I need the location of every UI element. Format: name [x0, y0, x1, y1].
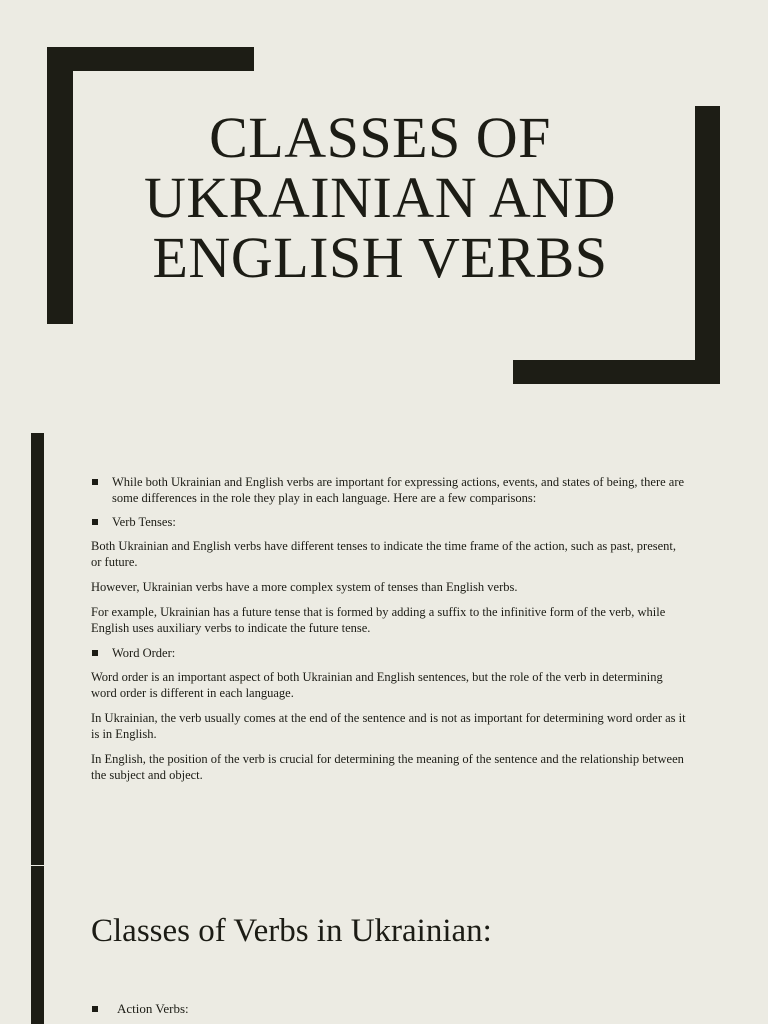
- square-bullet-icon: [92, 479, 98, 485]
- frame-top-left-horizontal: [47, 47, 254, 71]
- square-bullet-icon: [92, 519, 98, 525]
- paragraph: In English, the position of the verb is crucial for determining the meaning of the sentence and the relationship between the subject and object.: [91, 752, 684, 782]
- paragraph: Word order is an important aspect of both Ukrainian and English sentences, but the role of the verb in determining word order is different in each language.: [91, 670, 663, 700]
- bullet-text: While both Ukrainian and English verbs are important for expressing actions, events, and states of being, there are some differences in the role they play in each language. Here are a few comparisons:: [112, 475, 685, 505]
- content-slide: [0, 433, 768, 865]
- bullet-item: [91, 474, 688, 506]
- slide-body: [91, 474, 688, 792]
- bullet-item: [91, 514, 688, 530]
- square-bullet-icon: [92, 1006, 98, 1012]
- frame-top-left-vertical: [47, 47, 73, 324]
- bullet-text: Action Verbs:: [117, 1001, 189, 1016]
- bullet-text: Word Order:: [112, 646, 176, 660]
- slide-heading: Classes of Verbs in Ukrainian:: [91, 913, 492, 949]
- left-accent-bar: [31, 433, 44, 865]
- bullet-item: [91, 1001, 189, 1017]
- title-slide: [0, 0, 768, 400]
- bullet-text: Verb Tenses:: [112, 515, 176, 529]
- slide-title: CLASSES OF UKRAINIAN AND ENGLISH VERBS: [143, 105, 617, 290]
- paragraph: In Ukrainian, the verb usually comes at the end of the sentence and is not as important for determining word order as it is in English.: [91, 711, 686, 741]
- verbs-classes-slide: [0, 866, 768, 1024]
- paragraph: For example, Ukrainian has a future tense that is formed by adding a suffix to the infinitive form of the verb, while English uses auxiliary verbs to indicate the future tense.: [91, 605, 666, 635]
- paragraph: Both Ukrainian and English verbs have different tenses to indicate the time frame of the action, such as past, present, or future.: [91, 539, 677, 569]
- frame-bottom-right-vertical: [695, 106, 720, 384]
- frame-bottom-right-horizontal: [513, 360, 720, 384]
- paragraph: However, Ukrainian verbs have a more complex system of tenses than English verbs.: [91, 580, 518, 594]
- left-accent-bar: [31, 866, 44, 1024]
- bullet-item: [91, 645, 688, 661]
- square-bullet-icon: [92, 650, 98, 656]
